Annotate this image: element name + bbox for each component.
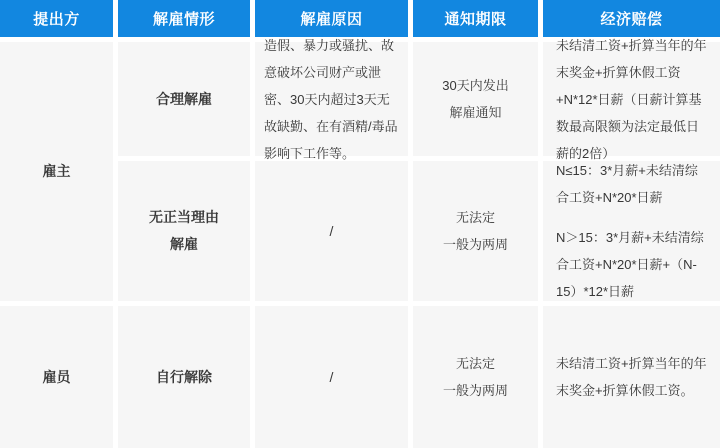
reason-text: 造假、暴力或骚扰、故意破坏公司财产或泄密、30天内超过3天无故缺勤、在有酒精/毒品影响下工作等。	[264, 37, 398, 161]
compensation-formula-n-gt-15: N＞15：3*月薪+未结清综合工资+N*20*日薪+（N-15）*12*日薪	[556, 230, 704, 299]
situation-line: 解雇	[170, 236, 198, 252]
cell-compensation-reasonable-dismissal	[543, 37, 720, 161]
situation-line: 无正当理由	[149, 209, 219, 225]
cell-situation-no-just-cause	[118, 161, 250, 301]
cell-notice-no-just-cause	[413, 161, 538, 301]
compensation-text: 未结清工资+折算当年的年末奖金+折算休假工资。	[556, 356, 707, 398]
notice-line: 一般为两周	[442, 383, 508, 398]
notice-line: 一般为两周	[442, 237, 508, 252]
header-cell-proposer: 提出方	[0, 0, 113, 37]
cell-notice-self-termination	[413, 306, 538, 448]
notice-line: 无法定	[455, 210, 495, 225]
cell-notice-reasonable-dismissal	[413, 42, 538, 156]
header-cell-situation: 解雇情形	[118, 0, 250, 37]
header-cell-notice: 通知期限	[413, 0, 538, 37]
cell-reason-no-just-cause	[255, 161, 408, 301]
cell-compensation-no-just-cause	[543, 161, 720, 301]
slash-placeholder: /	[329, 222, 334, 239]
cell-proposer-employee: 雇员	[0, 306, 113, 448]
cell-compensation-self-termination	[543, 306, 720, 448]
slash-placeholder: /	[329, 368, 334, 385]
compensation-formula-n-le-15: N≤15：3*月薪+未结清综合工资+N*20*日薪	[556, 163, 698, 205]
cell-situation-self-termination: 自行解除	[118, 306, 250, 448]
cell-situation-reasonable-dismissal: 合理解雇	[118, 42, 250, 156]
notice-line: 30天内发出	[442, 78, 509, 93]
notice-line: 解雇通知	[449, 105, 502, 120]
cell-proposer-employer: 雇主	[0, 42, 113, 301]
header-cell-reason: 解雇原因	[255, 0, 408, 37]
cell-reason-self-termination	[255, 306, 408, 448]
notice-line: 无法定	[455, 356, 495, 371]
header-cell-compensation: 经济赔偿	[543, 0, 720, 37]
compensation-text: 未结清工资+折算当年的年末奖金+折算休假工资+N*12*日薪（日薪计算基数最高限额为法定最低日薪的2倍）	[556, 37, 707, 161]
cell-reason-reasonable-dismissal	[255, 37, 408, 161]
